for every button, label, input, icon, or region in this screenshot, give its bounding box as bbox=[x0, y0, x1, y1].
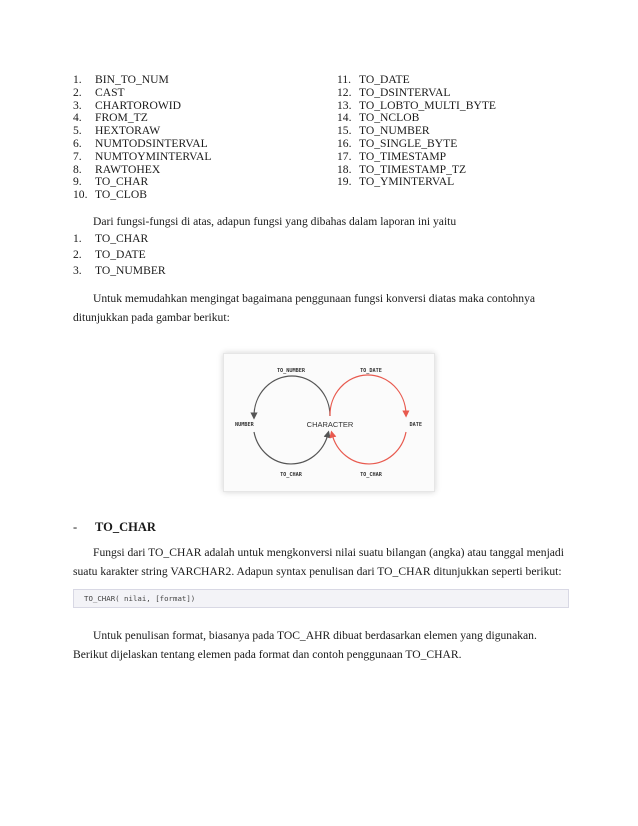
paragraph-format-intro bbox=[73, 627, 571, 664]
paragraph-line: suatu karakter string VARCHAR2. Adapun syntax penulisan dari TO_CHAR ditunjukkan seperti berikut: bbox=[73, 564, 562, 578]
function-list-right bbox=[337, 74, 577, 189]
paragraph-line: Fungsi dari TO_CHAR adalah untuk mengkonversi nilai suatu bilangan (angka) atau tanggal menjadi bbox=[93, 546, 564, 559]
list-item bbox=[73, 231, 166, 247]
list-item bbox=[73, 74, 323, 87]
paragraph-figure-intro bbox=[73, 290, 571, 327]
function-name: TO_TIMESTAMP bbox=[359, 149, 447, 163]
list-number: 8. bbox=[73, 162, 82, 176]
list-item bbox=[73, 247, 166, 263]
heading-title: TO_CHAR bbox=[95, 520, 156, 534]
function-name: BIN_TO_NUM bbox=[95, 73, 169, 86]
list-item bbox=[73, 189, 323, 202]
function-name: TO_LOBTO_MULTI_BYTE bbox=[359, 98, 496, 112]
function-name: TO_CHAR bbox=[95, 232, 149, 245]
diagram-right-label: DATE bbox=[409, 422, 422, 428]
list-number: 9. bbox=[73, 175, 82, 189]
function-name: CHARTOROWID bbox=[95, 98, 182, 112]
function-name: NUMTODSINTERVAL bbox=[95, 136, 208, 150]
diagram-bottom-right-label: TO_CHAR bbox=[360, 472, 382, 478]
function-name: TO_YMINTERVAL bbox=[359, 175, 455, 189]
function-name: HEXTORAW bbox=[95, 124, 161, 138]
list-number: 14. bbox=[337, 111, 352, 125]
list-number: 12. bbox=[337, 85, 352, 99]
diagram-top-right-label: TO_DATE bbox=[360, 368, 382, 374]
paragraph-line: Untuk memudahkan mengingat bagaimana penggunaan fungsi konversi diatas maka contohnya bbox=[93, 292, 536, 305]
list-number: 5. bbox=[73, 124, 82, 138]
list-number: 1. bbox=[73, 73, 82, 86]
list-number: 2. bbox=[73, 85, 82, 99]
function-name: TO_NCLOB bbox=[359, 111, 420, 125]
code-snippet: TO_CHAR( nilai, [format]) bbox=[73, 589, 569, 608]
conversion-diagram-svg bbox=[224, 354, 434, 491]
list-item bbox=[73, 138, 323, 151]
to-char-left-arrow bbox=[254, 432, 328, 464]
function-name: FROM_TZ bbox=[95, 111, 148, 125]
list-number: 3. bbox=[73, 264, 82, 277]
function-name: TO_DATE bbox=[359, 73, 410, 86]
paragraph-line: ditunjukkan pada gambar berikut: bbox=[73, 310, 230, 324]
function-name: TO_DATE bbox=[95, 248, 146, 261]
list-number: 4. bbox=[73, 111, 82, 125]
list-number: 17. bbox=[337, 149, 352, 163]
list-number: 1. bbox=[73, 232, 82, 245]
list-number: 10. bbox=[73, 188, 88, 202]
list-item bbox=[337, 176, 577, 189]
list-item bbox=[337, 138, 577, 151]
list-item bbox=[337, 151, 577, 164]
heading-dash: - bbox=[73, 520, 78, 534]
list-number: 2. bbox=[73, 248, 82, 261]
list-number: 7. bbox=[73, 149, 82, 163]
list-item bbox=[73, 263, 166, 279]
function-name: TO_CHAR bbox=[95, 175, 149, 189]
list-number: 3. bbox=[73, 98, 82, 112]
intro-text: Dari fungsi-fungsi di atas, adapun fungsi yang dibahas dalam laporan ini yaitu bbox=[93, 215, 457, 228]
diagram-left-label: NUMBER bbox=[235, 422, 254, 428]
list-item bbox=[73, 151, 323, 164]
diagram-bottom-left-label: TO_CHAR bbox=[280, 472, 302, 478]
list-number: 18. bbox=[337, 162, 352, 176]
to-date-arrow bbox=[330, 375, 406, 416]
to-number-arrow bbox=[254, 376, 330, 416]
function-name: TO_TIMESTAMP_TZ bbox=[359, 162, 467, 176]
list-item bbox=[337, 87, 577, 100]
paragraph-to-char-description bbox=[73, 544, 571, 581]
list-number: 16. bbox=[337, 136, 352, 150]
paragraph-line: Berikut dijelaskan tentang elemen pada format dan contoh penggunaan TO_CHAR. bbox=[73, 647, 462, 661]
diagram-top-left-label: TO_NUMBER bbox=[276, 368, 306, 374]
section-heading bbox=[73, 520, 156, 535]
function-name: RAWTOHEX bbox=[95, 162, 161, 176]
function-name: TO_CLOB bbox=[95, 188, 147, 202]
function-name: NUMTOYMINTERVAL bbox=[95, 149, 212, 163]
to-char-right-arrow bbox=[332, 432, 406, 464]
paragraph-line: Untuk penulisan format, biasanya pada TOC_AHR dibuat berdasarkan elemen yang digunakan. bbox=[93, 629, 537, 642]
function-list-left bbox=[73, 74, 323, 202]
diagram-center-label: CHARACTER bbox=[306, 420, 354, 429]
list-item bbox=[337, 74, 577, 87]
discussed-function-list bbox=[73, 231, 166, 279]
function-name: TO_NUMBER bbox=[359, 124, 430, 138]
function-name: TO_DSINTERVAL bbox=[359, 85, 451, 99]
list-number: 19. bbox=[337, 175, 352, 189]
conversion-diagram bbox=[223, 353, 435, 492]
function-name: TO_SINGLE_BYTE bbox=[359, 136, 458, 150]
list-number: 6. bbox=[73, 136, 82, 150]
function-name: CAST bbox=[95, 85, 125, 99]
list-number: 13. bbox=[337, 98, 352, 112]
list-number: 15. bbox=[337, 124, 352, 138]
function-name: TO_NUMBER bbox=[95, 264, 166, 277]
list-item bbox=[73, 87, 323, 100]
list-number: 11. bbox=[337, 73, 352, 86]
